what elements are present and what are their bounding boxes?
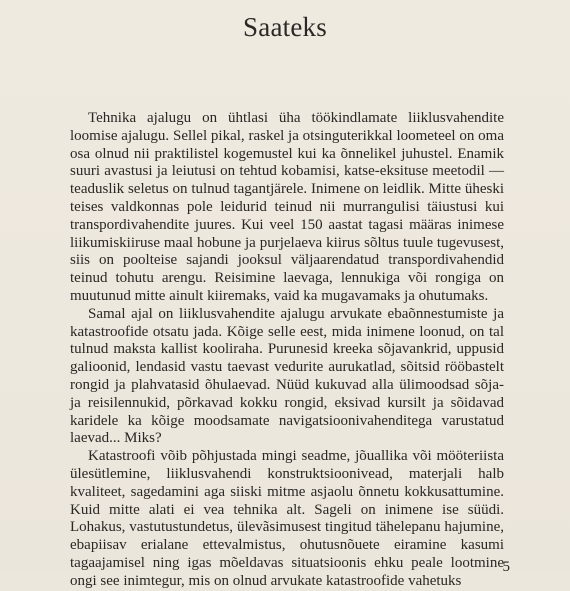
paragraph: Samal ajal on liiklusvahendite ajalugu arvukate ebaõnnestumiste ja katastroofide otsatu jada. Kõige selle eest, mida inimene loonud, on tal tulnud maksta kallist kooliraha. Purunesid kreeka sõjavankrid, uppusid galioonid, lendasid vastu taevast vedurite aurukatlad, sõitsid rööbastelt rongid ja plahvatasid õhulaevad. Nüüd kukuvad alla ülimoodsad sõja- ja reisilennukid, põrkavad kokku rongid, eksivad kursilt ja sõidavad karidele ka kõige moodsamate navigatsioonivahenditega varustatud laevad... Miks? <box>70 305 504 447</box>
page-title: Saateks <box>243 12 327 42</box>
paragraph: Katastroofi võib põhjustada mingi seadme, jõuallika või mööteriista ülesütlemine, liiklusvahendi konstruktsioonivead, materjali halb kvaliteet, sagedamini aga siiski mitme asjaolu õnnetu kokkusattumine. Kuid mitte alati ei vea tehnika alt. Sageli on inimene ise süüdi. Lohakus, vastutustundetus, ülevãsimusest tingitud tähelepanu hajumine, ebapiisav erialane ettevalmistus, ohutusnõuete eiramine kasumi tagaajamisel ning igas mõeldavas situatsioonis ehku peale lootmine ongi see inimtegur, mis on olnud arvukate katastroofide vahetuks <box>70 448 504 589</box>
paragraph: Tehnika ajalugu on ühtlasi üha töökindlamate liiklusvahendite loomise ajalugu. Sellel pikal, raskel ja otsinguterikkal loometeel on oma osa olnud nii praktilistel kogemustel kui ka õnnelikel juhustel. Enamik suuri avastusi ja leiutusi on tehtud kobamisi, katse-eksituse meetodil — teaduslik seletus on tulnud tagantjärele. Inimene on leidlik. Mitte üheski teises valdkonnas pole leidurid teinud nii murrangulisi täiustusi kui transpordivahendite juures. Kui veel 150 aastat tagasi määras inimese liikumiskiiruse maal hobune ja purjelaeva kiirus sõltus tuule tugevusest, siis on poolteise sajandi jooksul väljaarendatud transpordivahendid teinud tohutu arengu. Reisimine laevaga, lennukiga või rongiga on muutunud mitte ainult kiiremaks, vaid ka mugavamaks ja ohutumaks. <box>70 110 504 304</box>
body-text <box>70 110 504 591</box>
page-number: 5 <box>502 559 510 575</box>
